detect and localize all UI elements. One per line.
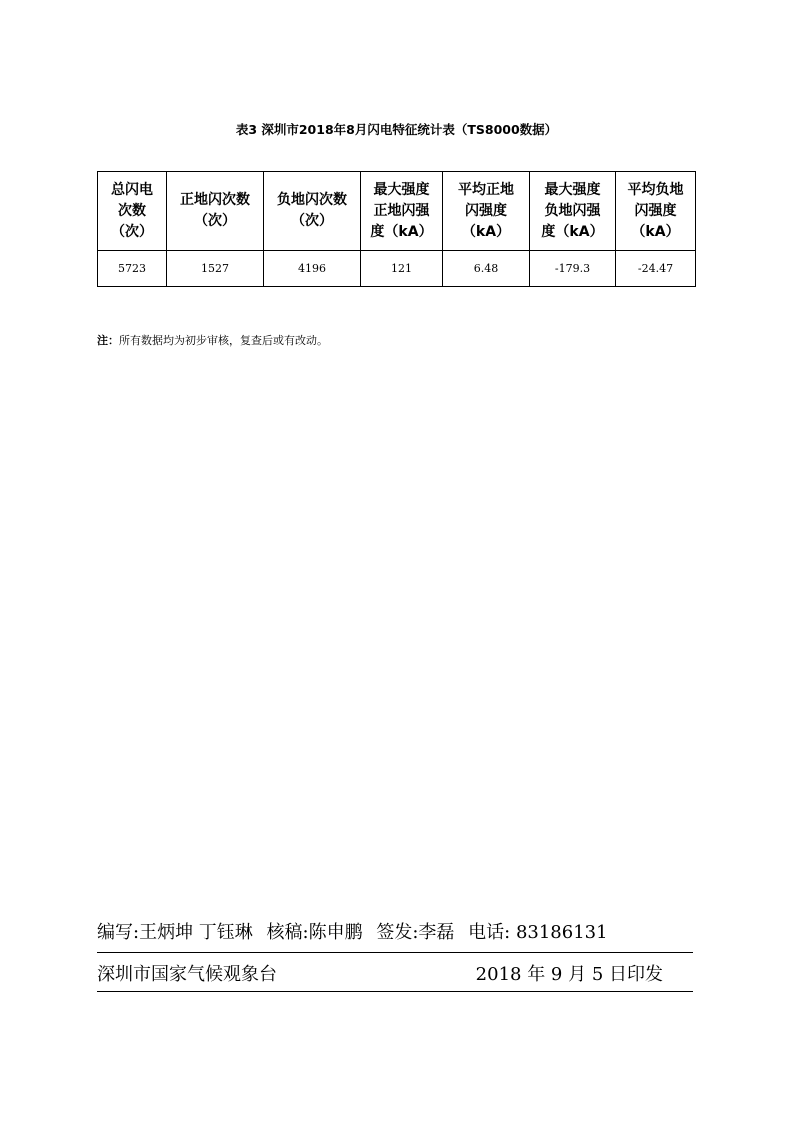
note: [97, 332, 328, 348]
cell-positive-cg-count: 1527: [167, 251, 264, 287]
header-negative-cg-count: 负地闪次数 （次）: [264, 172, 361, 251]
footer-reviewer: 核稿:陈申鹏: [266, 922, 363, 943]
cell-total-flashes: 5723: [98, 251, 167, 287]
note-text: 所有数据均为初步审核，复查后或有改动。: [119, 334, 328, 347]
header-avg-positive-intensity: 平均正地 闪强度 （kA）: [443, 172, 530, 251]
header-max-positive-intensity: 最大强度 正地闪强 度（kA）: [361, 172, 443, 251]
footer-rule-top: [97, 952, 693, 953]
footer-credits: [97, 918, 693, 944]
footer-phone: 电话: 83186131: [468, 922, 608, 943]
lightning-statistics-table: [97, 171, 696, 287]
table-header-row: [98, 172, 696, 251]
footer-approver: 签发:李磊: [376, 922, 455, 943]
header-max-negative-intensity: 最大强度 负地闪强 度（kA）: [530, 172, 616, 251]
header-positive-cg-count: 正地闪次数 （次）: [167, 172, 264, 251]
footer-editors: 编写:王炳坤 丁钰琳: [97, 922, 253, 943]
footer-issuer: 深圳市国家气候观象台: [97, 964, 277, 985]
table-row: [98, 251, 696, 287]
footer-issuer-line: [97, 960, 693, 986]
footer-issue-date: 2018 年 9 月 5 日印发: [475, 964, 663, 985]
header-total-flashes: 总闪电 次数 （次）: [98, 172, 167, 251]
cell-avg-positive-intensity: 6.48: [443, 251, 530, 287]
table-title: 表3 深圳市2018年8月闪电特征统计表（TS8000数据）: [235, 122, 558, 137]
cell-max-positive-intensity: 121: [361, 251, 443, 287]
cell-max-negative-intensity: -179.3: [530, 251, 616, 287]
footer-rule-bottom: [97, 991, 693, 992]
cell-negative-cg-count: 4196: [264, 251, 361, 287]
header-avg-negative-intensity: 平均负地 闪强度 （kA）: [616, 172, 696, 251]
note-label: 注：: [97, 334, 119, 347]
cell-avg-negative-intensity: -24.47: [616, 251, 696, 287]
